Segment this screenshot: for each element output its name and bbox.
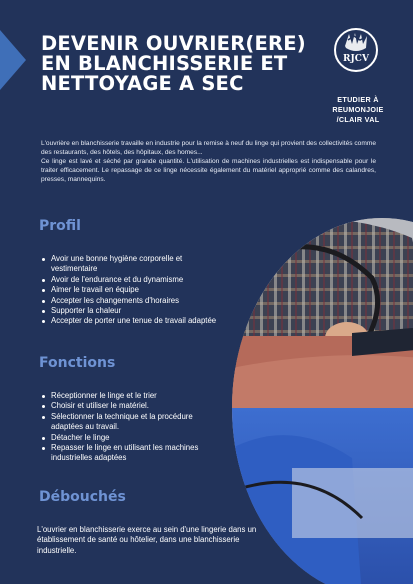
intro-paragraph-2: Ce linge est lavé et séché par grande quantité. L'utilisation de machines industrielles est indispensable pour le traiter efficacement. Le repassage de ce linge nécessite également du matériel approprié comme des calandres, presses, mannequins. [41,157,376,183]
profil-heading: Profil [39,218,81,234]
list-item: Repasser le linge en utilisant les machines industrielles adaptées [42,443,212,464]
debouches-text: L'ouvrier en blanchisserie exerce au sein d'une lingerie dans un établissement de santé ou hôtelier, dans une blanchisserie industrielle. [37,525,257,555]
list-item: Sélectionner la technique et la procédure adaptées au travail. [42,412,212,433]
list-item: Accepter de porter une tenue de travail adaptée [42,316,217,326]
intro-text [41,140,376,185]
list-item: Avoir une bonne hygiène corporelle et vestimentaire [42,254,217,275]
school-logo [334,28,378,72]
fonctions-heading: Fonctions [39,355,116,371]
list-item: Avoir de l'endurance et du dynamisme [42,275,217,285]
raised-hands-icon [336,30,376,70]
list-item: Aimer le travail en équipe [42,285,217,295]
debouches-heading: Débouchés [39,489,126,505]
list-item: Supporter la chaleur [42,306,217,316]
logo-text: RJCV [343,54,369,64]
corner-triangle-decoration [0,30,26,90]
school-line-3: /CLAIR VAL [336,115,380,124]
list-item: Détacher le linge [42,433,212,443]
list-item: Accepter les changements d'horaires [42,296,217,306]
page-title: DEVENIR OUVRIER(ERE) EN BLANCHISSERIE ET NETTOYAGE A SEC [41,32,306,95]
school-name [320,95,396,125]
intro-paragraph-1: L'ouvrière en blanchisserie travaille en industrie pour la remise à neuf du linge qui provient des collectivités comme des restaurants, des hôtels, des hôpitaux, des homes... [41,140,376,156]
fonctions-list [42,391,212,464]
profil-list [42,254,217,327]
list-item: Choisir et utiliser le matériel. [42,401,212,411]
school-line-2: REUMONJOIE [332,105,384,114]
list-item: Réceptionner le linge et le trier [42,391,212,401]
school-line-1: ETUDIER À [337,95,379,104]
